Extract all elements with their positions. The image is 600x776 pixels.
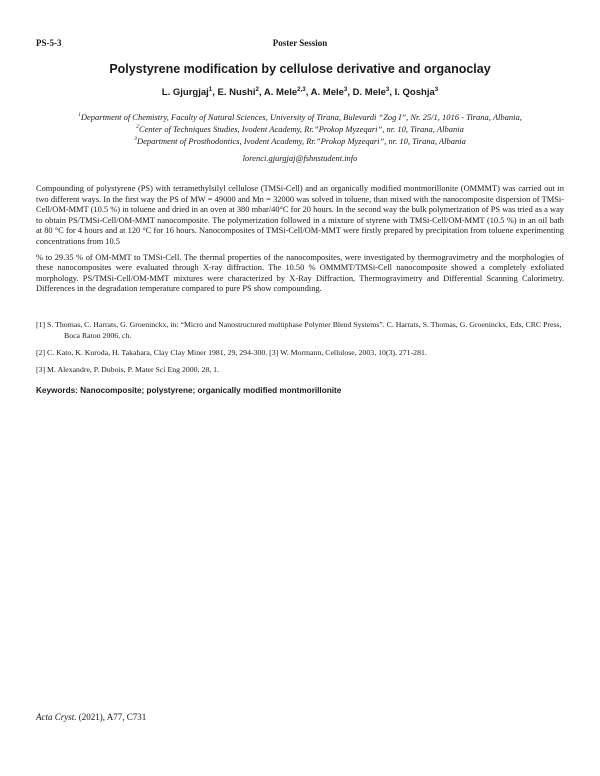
reference-item: [2] C. Kato, K. Kuroda, H. Takahara, Clay Clay Miner 1981, 29, 294-300. [3] W. Mormann, Cellulose, 2003, 10(3), 271-281. (36, 348, 427, 357)
author-list (0, 87, 600, 98)
author-6: I. Qoshja$^3$ (394, 85, 439, 98)
journal-citation: (2021), A77, C731 (76, 712, 147, 722)
references (36, 319, 564, 381)
reference-item: [1] S. Thomas, C. Harrats, G. Groeninckx, in: “Micro and Nanostructured multiphase Polymer Blend Systems”. C. Harrats, S. Thomas, G. Groeninckx, Eds, CRC Press, Boca Raton 2006, ch. (36, 320, 562, 340)
affiliation-2: $^2$Center of Techniques Studies, Ivodent Academy, Rr.”Prokop Myzeqari”, nr. 10, Tirana, Albania (136, 124, 464, 134)
journal-footer (36, 712, 146, 722)
affiliations (0, 111, 600, 147)
session-code: PS-5-3 (36, 38, 62, 48)
journal-name: Acta Cryst. (36, 712, 77, 722)
affiliation-3: $^3$Department of Prosthodontics, Ivodent Academy, Rr.”Prokop Myzeqari”, nr. 10, Tirana, Albania (134, 136, 466, 146)
reference-item: [3] M. Alexandre, P. Dubois, P. Mater Sci Eng 2000, 28, 1. (36, 365, 219, 374)
author-1: L. Gjurgjaj$^1$, (161, 85, 218, 98)
abstract (36, 184, 564, 300)
abstract-paragraph-1: Compounding of polystyrene (PS) with tetramethylsilyl cellulose (TMSi-Cell) and an organically modified montmorillonite (OMMMT) was carried out in two different ways. In the first way the PS of MW = 49000 and Mn = 32000 was solved in toluene, than mixed with the nanocomposite dispersion of TMSi-Cell/OM-MMT (10.5 %) in toluene and dried in an oven at 380 mbar/40°C for 20 hours. In the second way the bulk polymerization of PS was tried as a way to obtain PS/TMSi-Cell/OM-MMT nanocomposite. The polymerization followed in a mixture of styrene with TMSi-Cell/OM-MMT (10.5 %) in an oil bath at 80 °C for 4 hours and at 120 °C for 16 hours. Nanocomposites of TMSi-Cell/OM-MMT were firstly prepared by precipitation from toluene experimenting concentrations from 10.5 (36, 184, 564, 246)
keywords: Keywords: Nanocomposite; polystyrene; organically modified montmorillonite (36, 386, 342, 395)
author-3: A. Mele$^{2,3}$, (263, 85, 311, 98)
contact-email[interactable]: lorenci.gjurgjaj@fshnstudent.info (242, 153, 358, 163)
author-5: D. Mele$^3$, (352, 85, 395, 98)
author-4: A. Mele$^3$, (310, 85, 353, 98)
session-label: Poster Session (272, 38, 328, 48)
abstract-paragraph-2: % to 29.35 % of OM-MMT to TMSi-Cell. The thermal properties of the nanocomposites, were investigated by thermogravimetry and the morphologies of these nanocomposites were evaluated through X-ray diffraction. The 10.50 % OMMMT/TMSi-Cell nanocomposite showed a completely exfoliated morphology. PS/TMSi-Cell/OM-MMT mixtures were characterized by X-Ray Diffraction, Thermogravimetry and Differential Scanning Calorimetry. Differences in the degradation temperature compared to pure PS show compounding. (36, 252, 564, 294)
author-2: E. Nushi$^2$, (217, 85, 264, 98)
paper-title: Polystyrene modification by cellulose derivative and organoclay (109, 62, 491, 76)
affiliation-1: $^1$Department of Chemistry, Faculty of Natural Sciences, University of Tirana, Bulevardi “Zog I”, Nr. 25/1, 1016 - Tirana, Albania, (78, 112, 522, 122)
